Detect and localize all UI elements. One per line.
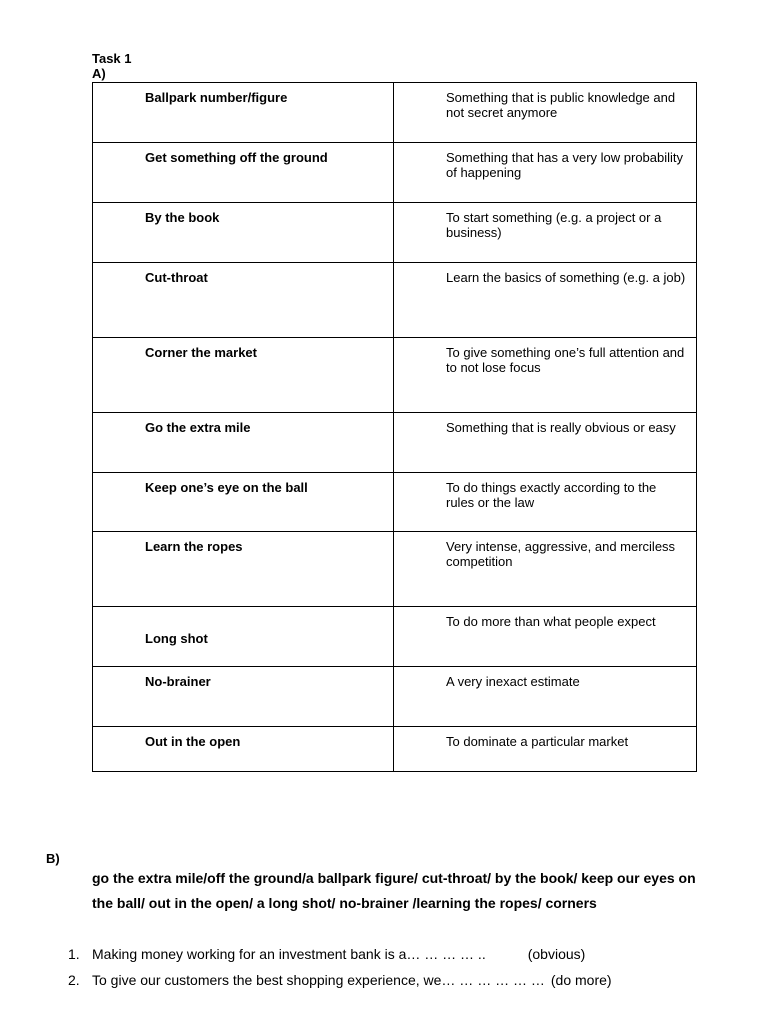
part-b-label: B): [46, 851, 60, 866]
table-row: [93, 143, 697, 203]
exercise-hint: (do more): [550, 972, 612, 988]
table-row: [93, 263, 697, 338]
table-row: [93, 532, 697, 607]
idiom-definition: To do more than what people expect: [394, 607, 697, 667]
table-row: [93, 338, 697, 413]
table-row: [93, 727, 697, 772]
table-row: [93, 667, 697, 727]
list-item: [68, 967, 708, 993]
idiom-term: No-brainer: [93, 667, 394, 727]
idiom-term: Out in the open: [93, 727, 394, 772]
exercise-list: [68, 941, 708, 993]
idiom-definition: Something that has a very low probability of happening: [394, 143, 697, 203]
idiom-term: Corner the market: [93, 338, 394, 413]
idiom-term: Keep one’s eye on the ball: [93, 473, 394, 532]
idiom-term: Ballpark number/figure: [93, 83, 394, 143]
idiom-term: Go the extra mile: [93, 413, 394, 473]
exercise-sentence: Making money working for an investment bank is a… … … … ..: [92, 946, 486, 962]
exercise-sentence: To give our customers the best shopping experience, we… … … … … …: [92, 972, 545, 988]
idiom-term: Long shot: [93, 607, 394, 667]
idiom-definition: Something that is public knowledge and not secret anymore: [394, 83, 697, 143]
idiom-definition: Very intense, aggressive, and merciless competition: [394, 532, 697, 607]
exercise-number: 2.: [68, 972, 80, 988]
idiom-term: Learn the ropes: [93, 532, 394, 607]
idiom-term: By the book: [93, 203, 394, 263]
idiom-term: Cut-throat: [93, 263, 394, 338]
exercise-hint: (obvious): [527, 946, 586, 962]
idiom-definition: To start something (e.g. a project or a business): [394, 203, 697, 263]
table-row: [93, 413, 697, 473]
table-row: [93, 473, 697, 532]
idiom-matching-table: [92, 82, 697, 772]
idiom-definition: To do things exactly according to the rules or the law: [394, 473, 697, 532]
idiom-definition: Learn the basics of something (e.g. a job): [394, 263, 697, 338]
word-bank: go the extra mile/off the ground/a ballpark figure/ cut-throat/ by the book/ keep our eyes on the ball/ out in the open/ a long shot/ no-brainer /learning the ropes/ corners: [92, 870, 696, 911]
idiom-definition: To dominate a particular market: [394, 727, 697, 772]
idiom-definition: A very inexact estimate: [394, 667, 697, 727]
table-row: [93, 203, 697, 263]
table-row: [93, 607, 697, 667]
exercise-number: 1.: [68, 946, 80, 962]
task-title: Task 1: [92, 51, 132, 66]
idiom-definition: To give something one’s full attention and to not lose focus: [394, 338, 697, 413]
idiom-term: Get something off the ground: [93, 143, 394, 203]
list-item: [68, 941, 708, 967]
part-a-label: A): [92, 66, 106, 81]
idiom-definition: Something that is really obvious or easy: [394, 413, 697, 473]
table-row: [93, 83, 697, 143]
